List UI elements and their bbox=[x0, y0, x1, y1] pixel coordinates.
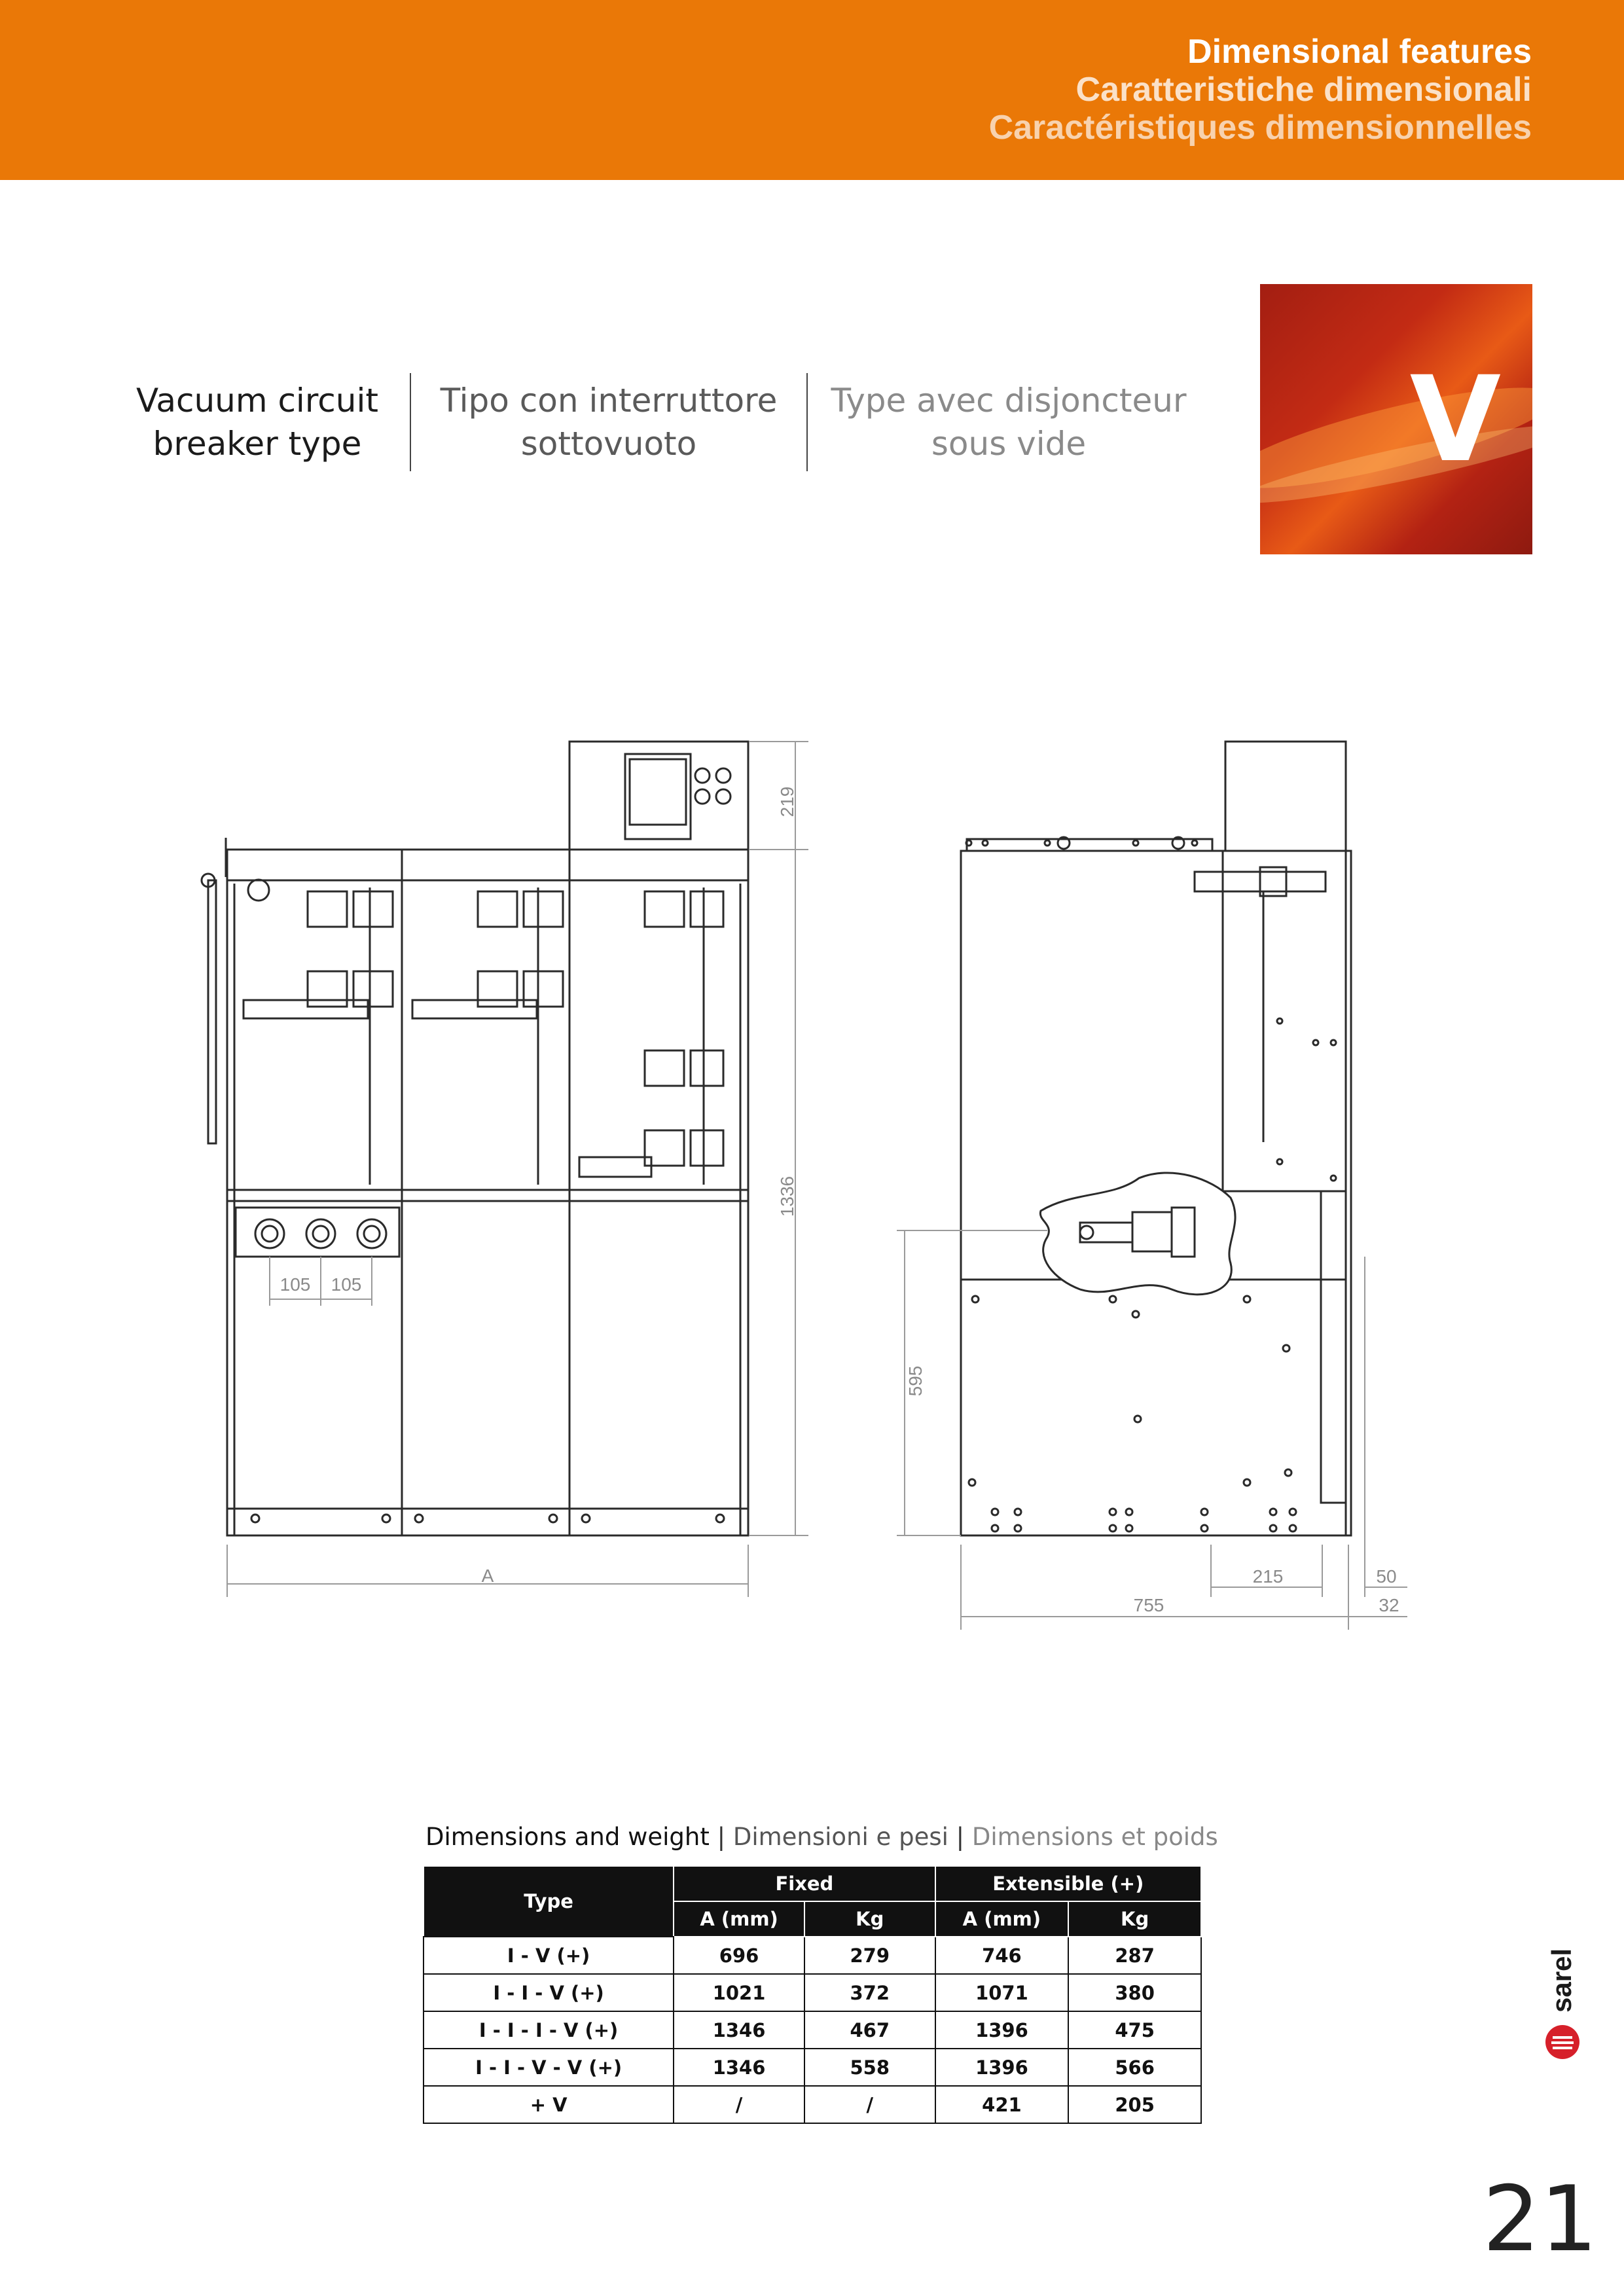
dim-215: 215 bbox=[1252, 1566, 1284, 1587]
dim-a: A bbox=[481, 1566, 494, 1586]
header-ext-a-mm: A (mm) bbox=[935, 1901, 1069, 1937]
front-view bbox=[202, 742, 748, 1535]
table-row bbox=[424, 1974, 1201, 2011]
cell-fixed-kg: 279 bbox=[804, 1937, 935, 1974]
sarel-wordmark: sarel bbox=[1546, 1948, 1577, 2013]
cell-ext-a: 1396 bbox=[935, 2049, 1069, 2086]
table-row bbox=[424, 1937, 1201, 1974]
type-title-fr-line2: sous vide bbox=[931, 425, 1087, 463]
table-row bbox=[424, 2086, 1201, 2123]
cell-ext-a: 421 bbox=[935, 2086, 1069, 2123]
type-title-it-line1: Tipo con interruttore bbox=[440, 382, 778, 420]
cell-type: I - I - V (+) bbox=[424, 1974, 674, 2011]
dim-105-b: 105 bbox=[331, 1274, 362, 1295]
cell-type: I - I - I - V (+) bbox=[424, 2011, 674, 2049]
cell-type: I - I - V - V (+) bbox=[424, 2049, 674, 2086]
page-number: 21 bbox=[1483, 2166, 1598, 2272]
cell-ext-kg: 475 bbox=[1068, 2011, 1201, 2049]
caption-separator: | bbox=[717, 1823, 726, 1851]
cell-ext-a: 1396 bbox=[935, 2011, 1069, 2049]
title-it: Caratteristiche dimensionali bbox=[1075, 71, 1532, 109]
dim-755: 755 bbox=[1133, 1595, 1164, 1615]
cell-type: I - V (+) bbox=[424, 1937, 674, 1974]
cell-type: + V bbox=[424, 2086, 674, 2123]
dim-219: 219 bbox=[777, 786, 797, 817]
cell-fixed-kg: / bbox=[804, 2086, 935, 2123]
table-caption bbox=[425, 1823, 1218, 1851]
dim-595: 595 bbox=[905, 1365, 926, 1397]
dimensions-table bbox=[423, 1865, 1202, 2124]
dim-50: 50 bbox=[1376, 1566, 1397, 1587]
cell-ext-a: 1071 bbox=[935, 1974, 1069, 2011]
cell-fixed-a: / bbox=[674, 2086, 804, 2123]
table-row bbox=[424, 2011, 1201, 2049]
cell-fixed-a: 1021 bbox=[674, 1974, 804, 2011]
cell-fixed-kg: 372 bbox=[804, 1974, 935, 2011]
type-title-en-line2: breaker type bbox=[153, 425, 362, 463]
cell-fixed-a: 1346 bbox=[674, 2049, 804, 2086]
caption-separator: | bbox=[956, 1823, 965, 1851]
dim-32: 32 bbox=[1379, 1595, 1399, 1615]
table-row bbox=[424, 2049, 1201, 2086]
badge-letter: V bbox=[1409, 351, 1501, 488]
header-type: Type bbox=[424, 1866, 674, 1937]
cell-ext-kg: 287 bbox=[1068, 1937, 1201, 1974]
dim-1336: 1336 bbox=[777, 1175, 797, 1217]
header-extensible: Extensible (+) bbox=[935, 1866, 1201, 1901]
type-title-fr-line1: Type avec disjoncteur bbox=[831, 382, 1187, 420]
header-fixed: Fixed bbox=[674, 1866, 935, 1901]
title-fr: Caractéristiques dimensionnelles bbox=[988, 109, 1532, 147]
cell-fixed-a: 696 bbox=[674, 1937, 804, 1974]
dim-105-a: 105 bbox=[280, 1274, 311, 1295]
caption-en: Dimensions and weight bbox=[425, 1823, 710, 1851]
cell-ext-kg: 380 bbox=[1068, 1974, 1201, 2011]
sarel-logo bbox=[1540, 1941, 1585, 2065]
header-ext-kg: Kg bbox=[1068, 1901, 1201, 1937]
cell-fixed-kg: 558 bbox=[804, 2049, 935, 2086]
type-title-en-line1: Vacuum circuit bbox=[136, 382, 378, 420]
cell-ext-a: 746 bbox=[935, 1937, 1069, 1974]
cell-ext-kg: 205 bbox=[1068, 2086, 1201, 2123]
cell-fixed-a: 1346 bbox=[674, 2011, 804, 2049]
side-view bbox=[961, 742, 1351, 1535]
cell-ext-kg: 566 bbox=[1068, 2049, 1201, 2086]
type-title-it-line2: sottovuoto bbox=[520, 425, 697, 463]
header-fixed-a-mm: A (mm) bbox=[674, 1901, 804, 1937]
cell-fixed-kg: 467 bbox=[804, 2011, 935, 2049]
caption-it: Dimensioni e pesi bbox=[732, 1823, 948, 1851]
caption-fr: Dimensions et poids bbox=[971, 1823, 1218, 1851]
header-fixed-kg: Kg bbox=[804, 1901, 935, 1937]
title-en: Dimensional features bbox=[1187, 33, 1532, 71]
